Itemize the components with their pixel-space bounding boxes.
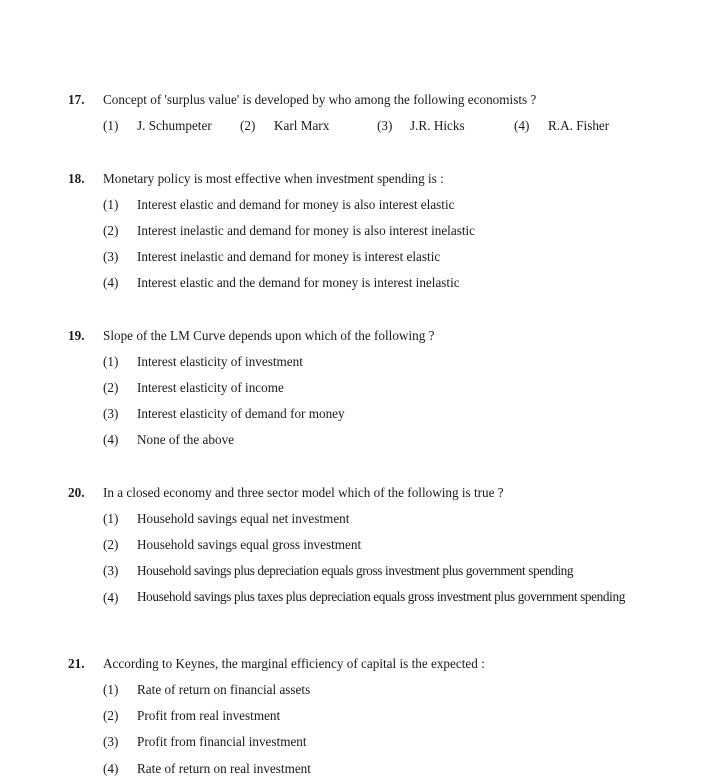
question-text: Concept of 'surplus value' is developed by who among the following economists ? — [103, 92, 537, 107]
question-text: According to Keynes, the marginal efficiency of capital is the expected : — [103, 656, 485, 671]
option-number: (3) — [103, 406, 119, 421]
option-number: (2) — [103, 537, 119, 552]
question-number: 17. — [68, 92, 85, 107]
question-number: 18. — [68, 171, 85, 186]
option-number: (1) — [103, 197, 119, 212]
option-number: (4) — [103, 761, 119, 776]
option-number: (4) — [103, 275, 119, 290]
option-text: Interest elasticity of investment — [137, 354, 303, 369]
option-text: J.R. Hicks — [410, 118, 465, 133]
option-text: Interest elasticity of demand for money — [137, 406, 345, 421]
option-text: Rate of return on financial assets — [137, 682, 311, 697]
option-text: Interest inelastic and demand for money is interest elastic — [137, 249, 441, 264]
option-number: (3) — [103, 563, 119, 578]
option-text: Interest elastic and demand for money is also interest elastic — [137, 197, 455, 212]
question-number: 19. — [68, 328, 85, 343]
question-text: In a closed economy and three sector model which of the following is true ? — [103, 485, 504, 500]
option-text: Household savings plus depreciation equals gross investment plus government spending — [137, 563, 574, 578]
option-text: Household savings equal net investment — [137, 511, 350, 526]
option-text: Interest inelastic and demand for money is also interest inelastic — [137, 223, 476, 238]
option-text: None of the above — [137, 432, 235, 447]
option-number: (2) — [103, 380, 119, 395]
option-number: (1) — [103, 118, 119, 133]
option-number: (1) — [103, 682, 119, 697]
option-number: (4) — [103, 432, 119, 447]
option-number: (3) — [103, 249, 119, 264]
option-number: (1) — [103, 511, 119, 526]
option-text: R.A. Fisher — [548, 118, 610, 133]
question-text: Monetary policy is most effective when investment spending is : — [103, 171, 444, 186]
option-text: Interest elastic and the demand for money is interest inelastic — [137, 275, 460, 290]
option-text: Karl Marx — [274, 118, 330, 133]
option-text: Profit from real investment — [137, 708, 281, 723]
question-number: 20. — [68, 485, 85, 500]
option-number: (4) — [103, 590, 119, 605]
option-number: (2) — [240, 118, 256, 133]
option-number: (4) — [514, 118, 530, 133]
option-number: (2) — [103, 223, 119, 238]
option-text: Household savings equal gross investment — [137, 537, 362, 552]
option-text: Household savings plus taxes plus depreciation equals gross investment plus government spending — [137, 589, 625, 604]
question-number: 21. — [68, 656, 85, 671]
question-text: Slope of the LM Curve depends upon which of the following ? — [103, 328, 435, 343]
option-text: J. Schumpeter — [137, 118, 212, 133]
option-text: Profit from financial investment — [137, 734, 307, 749]
option-text: Interest elasticity of income — [137, 380, 284, 395]
option-number: (2) — [103, 708, 119, 723]
option-number: (3) — [103, 734, 119, 749]
option-number: (1) — [103, 354, 119, 369]
option-number: (3) — [377, 118, 393, 133]
option-text: Rate of return on real investment — [137, 761, 311, 776]
